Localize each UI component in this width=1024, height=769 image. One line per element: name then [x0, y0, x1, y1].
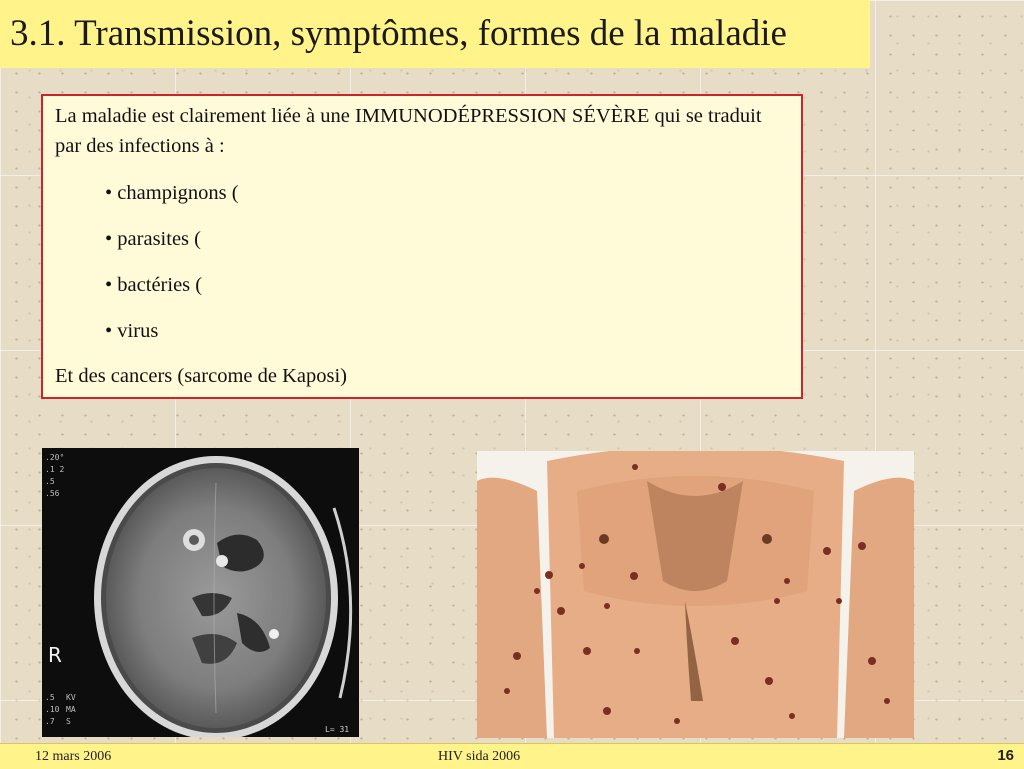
outro-text: Et des cancers (sarcome de Kaposi) — [55, 365, 347, 388]
svg-text:S: S — [66, 717, 71, 726]
brain-ct-scan-image — [42, 448, 359, 737]
torso-illustration — [477, 451, 914, 738]
slide-title: 3.1. Transmission, symptômes, formes de la maladie — [10, 13, 787, 54]
svg-text:.5: .5 — [45, 477, 55, 486]
svg-text:.5: .5 — [45, 693, 55, 702]
svg-text:.20°: .20° — [45, 453, 65, 462]
kaposi-sarcoma-torso-photo — [477, 451, 914, 738]
content-box — [41, 94, 803, 399]
svg-text:.1 2: .1 2 — [45, 465, 65, 474]
svg-text:.10: .10 — [45, 705, 60, 714]
svg-text:KV: KV — [66, 693, 76, 702]
bullet-item-virus: • virus — [105, 319, 159, 342]
bullet-item-champignons: • champignons ( — [105, 182, 239, 205]
footer-date: 12 mars 2006 — [35, 749, 112, 764]
bullet-item-bacteries: • bactéries ( — [105, 273, 203, 296]
svg-text:.7: .7 — [45, 717, 55, 726]
svg-text:MA: MA — [66, 705, 76, 714]
slide-footer — [0, 743, 1024, 769]
page-number: 16 — [997, 747, 1014, 764]
ct-side-marker: R — [48, 643, 62, 667]
ct-corner-text: L= 31 — [325, 725, 350, 734]
brain-ct-scan-graphic — [42, 448, 359, 737]
footer-center-text: HIV sida 2006 — [438, 749, 521, 764]
slide-title-bar — [0, 0, 870, 68]
intro-text: La maladie est clairement liée à une IMMUNODÉPRESSION SÉVÈRE qui se traduit par des infections à : — [55, 105, 762, 157]
svg-text:.56: .56 — [45, 489, 60, 498]
bullet-item-parasites: • parasites ( — [105, 228, 201, 251]
